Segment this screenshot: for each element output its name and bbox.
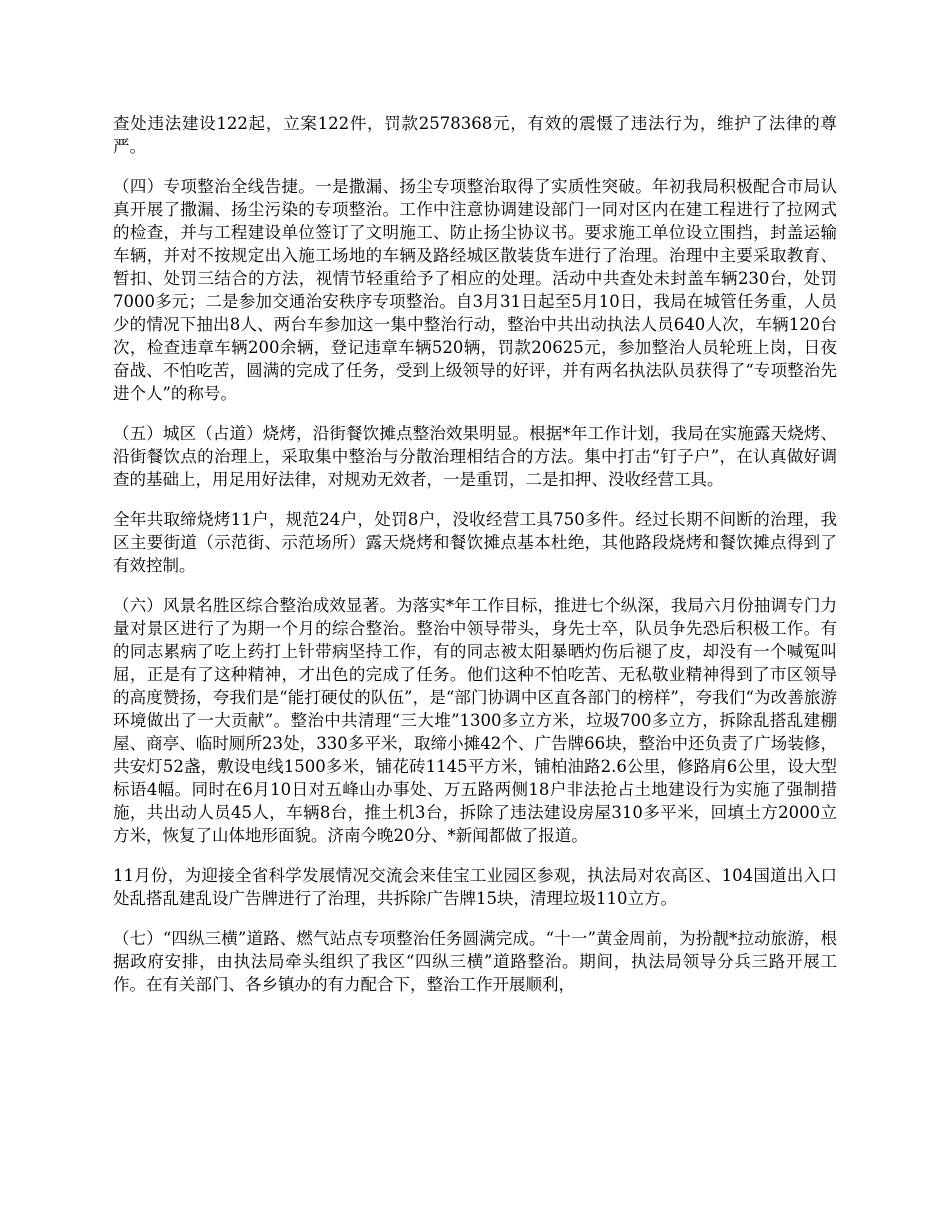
paragraph-4: 全年共取缔烧烤11户，规范24户，处罚8户，没收经营工具750多件。经过长期不间断的治理，我区主要街道（示范街、示范场所）露天烧烤和餐饮摊点基本杜绝，其他路段烧烤和餐饮摊点得到了有效控制。 (113, 510, 837, 575)
paragraph-5: （六）风景名胜区综合整治成效显著。为落实*年工作目标，推进七个纵深，我局六月份抽调专门力量对景区进行了为期一个月的综合整治。整治中领导带头，身先士卒，队员争先恐后积极工作。有的同志累病了吃上药打上针带病坚持工作，有的同志被太阳暴晒灼伤后褪了皮，却没有一个喊冤叫屈，正是有了这种精神，才出色的完成了任务。他们这种不怕吃苦、无私敬业精神得到了市区领导的高度赞扬，夸我们是“能打硬仗的队伍”，是“部门协调中区直各部门的榜样”，夸我们“为改善旅游环境做出了一大贡献”。整治中共清理“三大堆”1300多立方米，垃圾700多立方，拆除乱搭乱建棚屋、商亭、临时厕所23处，330多平米，取缔小摊42个、广告牌66块，整治中还负责了广场装修，共安灯52盏，敷设电线1500多米，铺花砖1145平方米，铺柏油路2.6公里，修路肩6公里，设大型标语4幅。同时在6月10日对五峰山办事处、万五路两侧18户非法抢占土地建设行为实施了强制措施，共出动人员45人，车辆8台，推土机3台，拆除了违法建设房屋310多平米，回填土方2000立方米，恢复了山体地形面貌。济南今晚20分、*新闻都做了报道。 (113, 596, 837, 845)
paragraph-2: （四）专项整治全线告捷。一是撒漏、扬尘专项整治取得了实质性突破。年初我局积极配合市局认真开展了撒漏、扬尘污染的专项整治。工作中注意协调建设部门一同对区内在建工程进行了拉网式的检查，并与工程建设单位签订了文明施工、防止扬尘协议书。要求施工单位设立围挡，封盖运输车辆，并对不按规定出入施工场地的车辆及路经城区散装货车进行了治理。治理中主要采取教育、暂扣、处罚三结合的方法，视情节轻重给予了相应的处理。活动中共查处未封盖车辆230台，处罚7000多元；二是参加交通治安秩序专项整治。自3月31日起至5月10日，我局在城管任务重，人员少的情况下抽出8人、两台车参加这一集中整治行动，整治中共出动执法人员640人次，车辆120台次，检查违章车辆200余辆，登记违章车辆520辆，罚款20625元，参加整治人员轮班上岗，日夜奋战、不怕吃苦，圆满的完成了任务，受到上级领导的好评，并有两名执法队员获得了“专项整治先进个人”的称号。 (113, 177, 837, 403)
document-page (113, 112, 837, 1013)
paragraph-3: （五）城区（占道）烧烤，沿街餐饮摊点整治效果明显。根据*年工作计划，我局在实施露天烧烤、沿街餐饮点的治理上，采取集中整治与分散治理相结合的方法。集中打击“钉子户”，在认真做好调查的基础上，用足用好法律，对规劝无效者，一是重罚，二是扣押、没收经营工具。 (113, 424, 837, 489)
paragraph-7: （七）“四纵三横”道路、燃气站点专项整治任务圆满完成。“十一”黄金周前，为扮靓*拉动旅游，根据政府安排，由执法局牵头组织了我区“四纵三横”道路整治。期间，执法局领导分兵三路开展工作。在有关部门、各乡镇办的有力配合下，整治工作开展顺利， (113, 929, 837, 994)
paragraph-1: 查处违法建设122起，立案122件，罚款2578368元，有效的震慑了违法行为，维护了法律的尊严。 (113, 114, 837, 156)
paragraph-6: 11月份，为迎接全省科学发展情况交流会来佳宝工业园区参观，执法局对农高区、104国道出入口处乱搭乱建乱设广告牌进行了治理，共拆除广告牌15块，清理垃圾110立方。 (113, 866, 837, 908)
